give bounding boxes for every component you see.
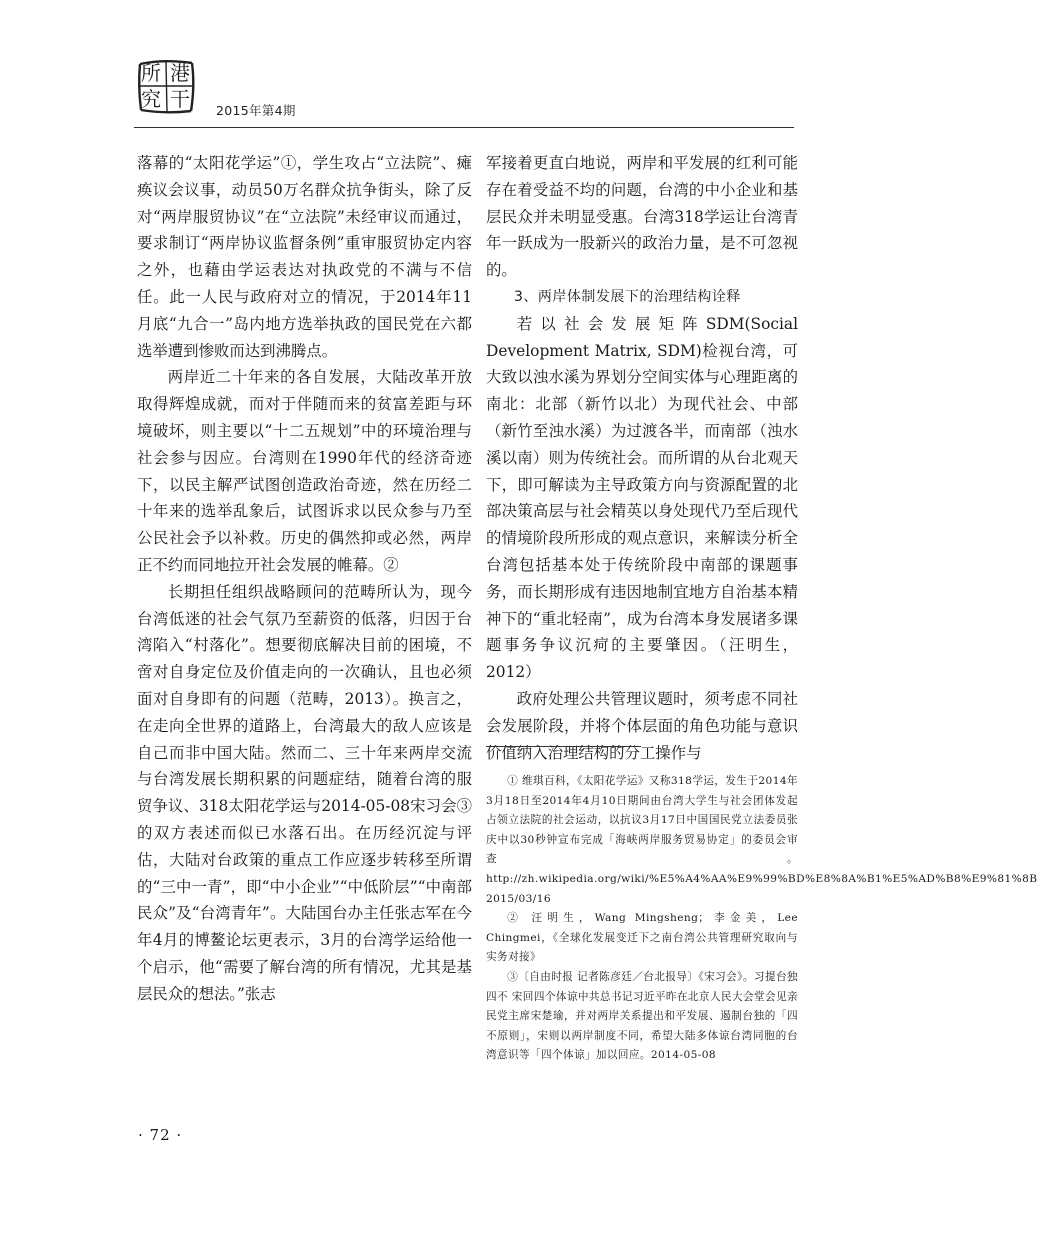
page-number: · 72 · [138, 1126, 183, 1144]
paragraph: 落幕的“太阳花学运”①，学生攻占“立法院”、瘫痪议会议事，动员50万名群众抗争街头，除了反对“两岸服贸协议”在“立法院”未经审议而通过，要求制订“两岸协议监督条例”重审服贸协定内容之外，也藉由学运表达对执政党的不满与不信任。此一人民与政府对立的情况，于2014年11月底“九合一”岛内地方选举执政的国民党在六都选举遭到惨败而达到沸腾点。 [137, 154, 472, 360]
logo-char-3: 究 [141, 87, 161, 111]
logo-char-4: 干 [170, 87, 190, 111]
right-column [486, 150, 798, 766]
left-column [137, 150, 472, 1008]
paragraph: 政府处理公共管理议题时，须考虑不同社会发展阶段，并将个体层面的角色功能与意识价值纳入治理结构的分工操作与 [486, 689, 798, 762]
section-heading: 3、两岸体制发展下的治理结构诠释 [514, 288, 741, 305]
journal-logo [134, 56, 198, 116]
footnote-1: ① 维琪百科，《太阳花学运》又称318学运，发生于2014年3月18日至2014年4月10日期间由台湾大学生与社会团体发起占领立法院的社会运动，以抗议3月17日中国国民党立法委员张庆中以30秒钟宣布完成「海峡两岸服务贸易协定」的委员会审查。http://zh.wikipedia.org/wiki/%E5%A4%AA%E9%99%BD%E8%8A%B1%E5%AD%B8%E9%81%8B 2015/03/16 [486, 775, 1037, 905]
header-divider [134, 127, 794, 128]
footnote-2: ② 汪明生，Wang Mingsheng；李金美，Lee Chingmei，《全球化发展变迁下之南台湾公共管理研究取向与实务对接》 [486, 912, 798, 964]
paragraph: 军接着更直白地说，两岸和平发展的红利可能存在着受益不均的问题，台湾的中小企业和基层民众并未明显受惠。台湾318学运让台湾青年一跃成为一股新兴的政治力量，是不可忽视的。 [486, 154, 798, 280]
paragraph: 若以社会发展矩阵SDM(Social Development Matrix, SDM)检视台湾，可大致以浊水溪为界划分空间实体与心理距离的南北：北部（新竹以北）为现代社会、中部（新竹至浊水溪）为过渡各半，而南部（浊水溪以南）则为传统社会。而所谓的从台北观天下，即可解读为主导政策方向与资源配置的北部决策高层与社会精英以身处现代乃至后现代的情境阶段所形成的观点意识，来解读分析全台湾包括基本处于传统阶段中南部的课题事务，而长期形成有违因地制宜地方自治基本精神下的“重北轻南”，成为台湾本身发展诸多课题事务争议沉疴的主要肇因。（汪明生，2012） [486, 314, 798, 682]
footnote-3: ③〔自由时报 记者陈彦廷／台北报导〕《宋习会》。习提台独四不 宋回四个体谅中共总书记习近平昨在北京人民大会堂会见亲民党主席宋楚瑜，并对两岸关系提出和平发展、遏制台独的「四不原则」，宋则以两岸制度不同，希望大陆多体谅台湾同胞的台湾意识等「四个体谅」加以回应。2014-05-08 [486, 970, 798, 1062]
paragraph: 两岸近二十年来的各自发展，大陆改革开放取得辉煌成就，而对于伴随而来的贫富差距与环境破坏，则主要以“十二五规划”中的环境治理与社会参与因应。台湾则在1990年代的经济奇迹下，以民主解严试图创造政治奇迹，然在历经二十年来的选举乱象后，试图诉求以民众参与乃至公民社会予以补救。历史的偶然抑或必然，两岸正不约而同地拉开社会发展的帷幕。② [137, 368, 472, 574]
footnotes [486, 772, 1037, 1066]
logo-char-1: 所 [141, 61, 161, 85]
logo-char-2: 港 [170, 61, 190, 85]
footnote-divider [486, 746, 641, 747]
issue-label: 2015年第4期 [216, 103, 296, 118]
paragraph: 长期担任组织战略顾问的范畴所认为，现今台湾低迷的社会气氛乃至薪资的低落，归因于台湾陷入“村落化”。想要彻底解决目前的困境，不啻对自身定位及价值走向的一次确认，且也必须面对自身即有的问题（范畴，2013）。换言之，在走向全世界的道路上，台湾最大的敌人应该是自己而非中国大陆。然而二、三十年来两岸交流与台湾发展长期积累的问题症结，随着台湾的服贸争议、318太阳花学运与2014-05-08宋习会③的双方表述而似已水落石出。在历经沉淀与评估，大陆对台政策的重点工作应逐步转移至所谓的“三中一青”，即“中小企业”“中低阶层”“中南部民众”及“台湾青年”。大陆国台办主任张志军在今年4月的博鳌论坛更表示，3月的台湾学运给他一个启示，他“需要了解台湾的所有情况，尤其是基层民众的想法。”张志 [137, 582, 472, 1003]
